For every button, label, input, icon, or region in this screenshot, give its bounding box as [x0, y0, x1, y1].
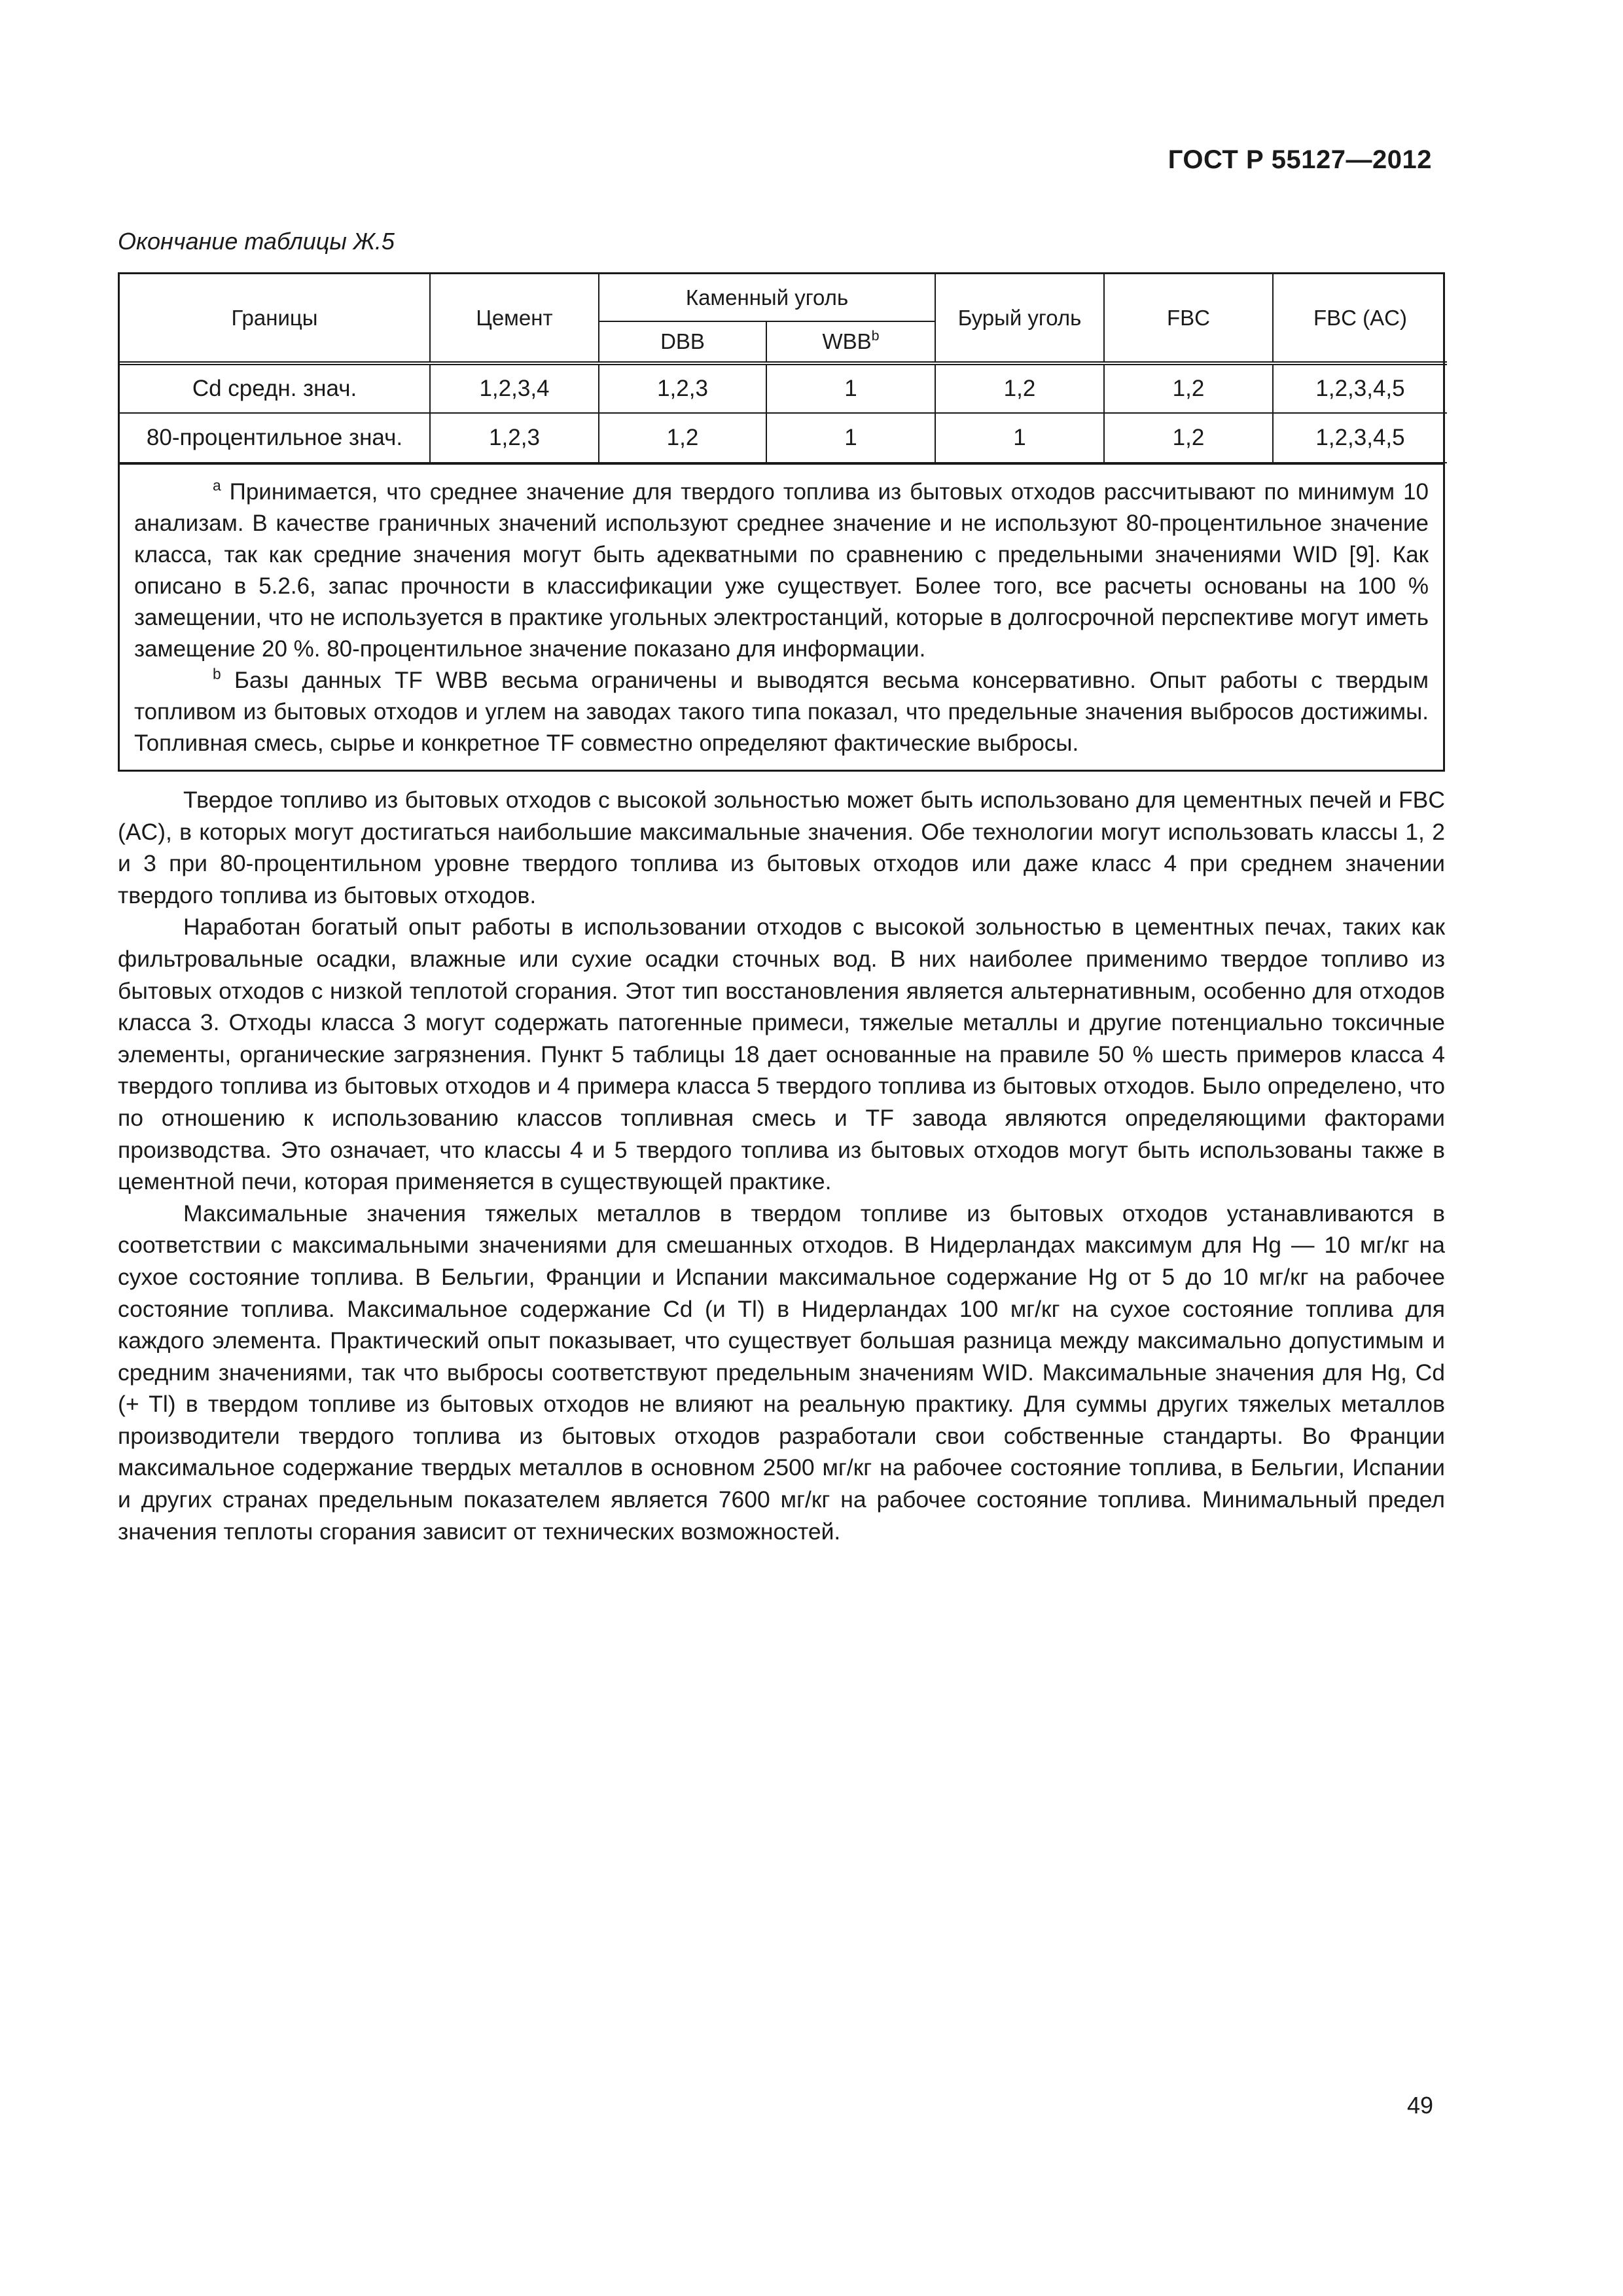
- table-row: [120, 363, 1447, 413]
- table-footnotes: [120, 463, 1443, 770]
- paragraph: Твердое топливо из бытовых отходов с высокой зольностью может быть использовано для цементных печей и FBC (AC), в которых могут достигаться наибольшие максимальные значения. Обе технологии могут использовать классы 1, 2 и 3 при 80-процентильном уровне твердого топлива из бытовых отходов или даже класс 4 при среднем значении твердого топлива из бытовых отходов.: [118, 787, 1445, 908]
- cell-fbc-ac: 1,2,3,4,5: [1273, 413, 1447, 463]
- table-row: [120, 413, 1447, 463]
- header-cement: Цемент: [430, 274, 599, 363]
- table-header-row: [120, 274, 1447, 321]
- footnote-b: [134, 665, 1429, 759]
- cell-wbb: 1: [766, 413, 935, 463]
- cell-fbc-ac: 1,2,3,4,5: [1273, 363, 1447, 413]
- footnote-a-text: Принимается, что среднее значение для твердого топлива из бытовых отходов рассчитывают по минимум 10 анализам. В качестве граничных значений используют среднее значение и не используют 80-процентильное значение класса, так как средние значения могут быть адекватными по сравнению с предельными значениями WID [9]. Как описано в 5.2.6, запас прочности в классификации уже существует. Более того, все расчеты основаны на 100 % замещении, что не используется в практике угольных электростанций, которые в долгосрочной перспективе могут иметь замещение 20 %. 80-процентильное значение показано для информации.: [134, 479, 1429, 662]
- row-label: 80-процентильное знач.: [120, 413, 430, 463]
- cell-wbb: 1: [766, 363, 935, 413]
- header-fbc-ac: FBC (AC): [1273, 274, 1447, 363]
- header-bounds: Границы: [120, 274, 430, 363]
- cell-fbc: 1,2: [1104, 363, 1273, 413]
- header-fbc: FBC: [1104, 274, 1273, 363]
- row-label: Cd средн. знач.: [120, 363, 430, 413]
- cell-fbc: 1,2: [1104, 413, 1273, 463]
- paragraph: Максимальные значения тяжелых металлов в твердом топливе из бытовых отходов устанавливаются в соответствии с максимальными значениями для смешанных отходов. В Нидерландах максимум для Hg — 10 мг/кг на сухое состояние топлива. В Бельгии, Франции и Испании максимальное содержание Hg от 5 до 10 мг/кг на рабочее состояние топлива. Максимальное содержание Cd (и Tl) в Нидерландах 100 мг/кг на сухое состояние топлива для каждого элемента. Практический опыт показывает, что существует большая разница между максимально допустимым и средним значениями, так что выбросы соответствуют предельным значениям WID. Максимальные значения для Hg, Cd (+ Tl) в твердом топливе из бытовых отходов не влияют на реальную практику. Для суммы других тяжелых металлов производители твердого топлива из бытовых отходов разработали свои собственные стандарты. Во Франции максимальное содержание твердых металлов в основном 2500 мг/кг на рабочее состояние топлива, в Бельгии, Испании и других странах предельным показателем является 7600 мг/кг на рабочее состояние топлива. Минимальный предел значения теплоты сгорания зависит от технических возможностей.: [118, 1200, 1445, 1545]
- cell-cement: 1,2,3,4: [430, 363, 599, 413]
- cell-brown-coal: 1: [935, 413, 1104, 463]
- footnote-b-text: Базы данных TF WBB весьма ограничены и выводятся весьма консервативно. Опыт работы с твердым топливом из бытовых отходов и углем на заводах такого типа показал, что предельные значения выбросов достижимы. Топливная смесь, сырье и конкретное TF совместно определяют фактические выбросы.: [134, 668, 1429, 756]
- cell-dbb: 1,2: [599, 413, 766, 463]
- cell-brown-coal: 1,2: [935, 363, 1104, 413]
- document-code: ГОСТ Р 55127—2012: [1168, 145, 1432, 174]
- footnote-mark-b: b: [871, 328, 880, 344]
- footnote-mark-a: a: [213, 476, 221, 494]
- page-number: 49: [1406, 2092, 1433, 2119]
- table-caption: Окончание таблицы Ж.5: [118, 228, 395, 255]
- header-wbb-label: WBB: [822, 329, 872, 353]
- footnote-mark-b: b: [213, 665, 221, 683]
- limits-table-grid: [120, 274, 1447, 463]
- header-hard-coal: Каменный уголь: [599, 274, 935, 321]
- body-text: [118, 784, 1445, 1547]
- footnote-a: [134, 476, 1429, 665]
- header-wbb: [766, 321, 935, 363]
- header-brown-coal: Бурый уголь: [935, 274, 1104, 363]
- cell-dbb: 1,2,3: [599, 363, 766, 413]
- paragraph: Наработан богатый опыт работы в использовании отходов с высокой зольностью в цементных печах, таких как фильтровальные осадки, влажные или сухие осадки сточных вод. В них наиболее применимо твердое топливо из бытовых отходов с низкой теплотой сгорания. Этот тип восстановления является альтернативным, особенно для отходов класса 3. Отходы класса 3 могут содержать патогенные примеси, тяжелые металлы и другие потенциально токсичные элементы, органические загрязнения. Пункт 5 таблицы 18 дает основанные на правиле 50 % шесть примеров класса 4 твердого топлива из бытовых отходов и 4 примера класса 5 твердого топлива из бытовых отходов. Было определено, что по отношению к использованию классов топливная смесь и TF завода являются определяющими факторами производства. Это означает, что классы 4 и 5 твердого топлива из бытовых отходов могут быть использованы также в цементной печи, которая применяется в существующей практике.: [118, 914, 1445, 1195]
- header-dbb: DBB: [599, 321, 766, 363]
- limits-table: [118, 272, 1445, 772]
- cell-cement: 1,2,3: [430, 413, 599, 463]
